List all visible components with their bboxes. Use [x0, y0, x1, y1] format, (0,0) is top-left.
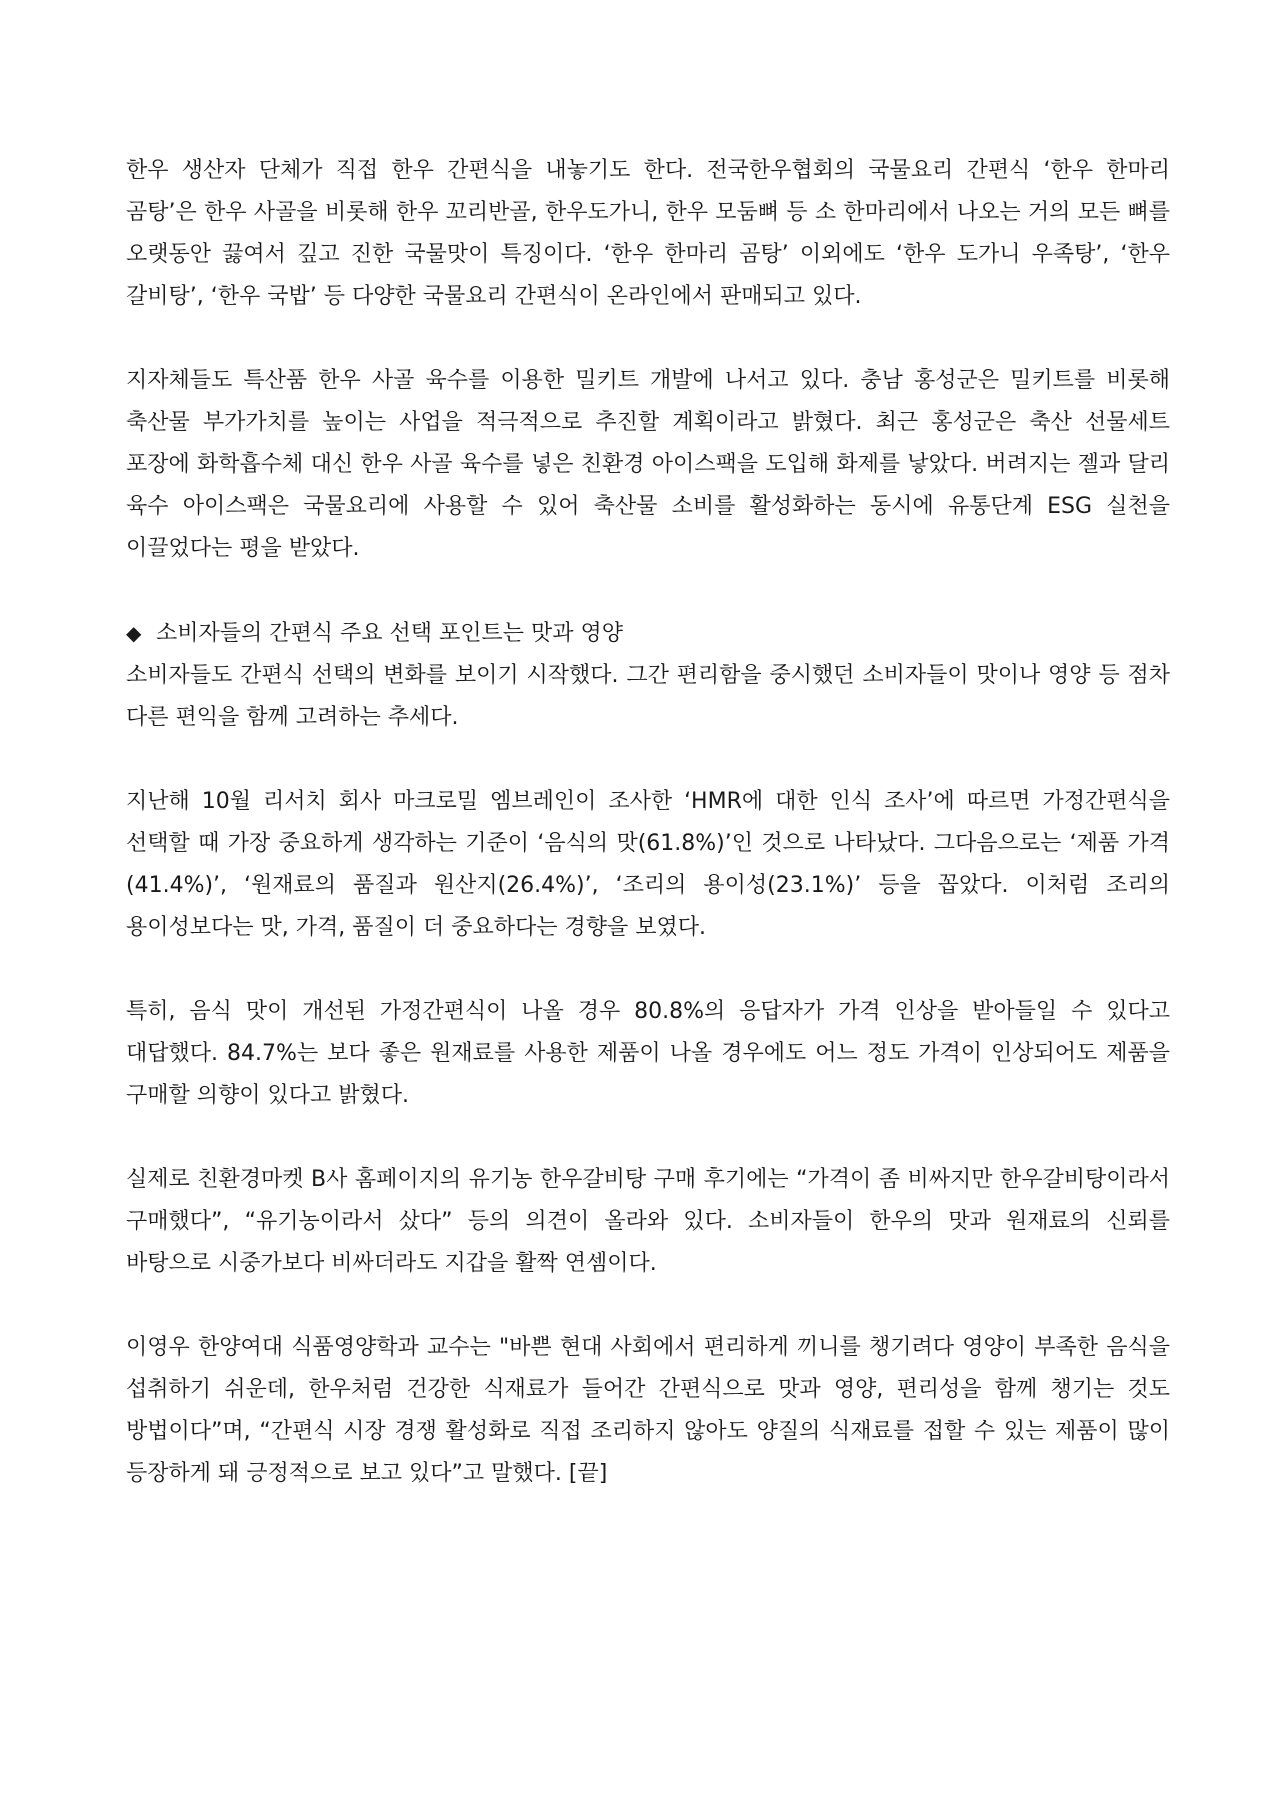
paragraph-price-acceptance: 특히, 음식 맛이 개선된 가정간편식이 나올 경우 80.8%의 응답자가 가격 인상을 받아들일 수 있다고 대답했다. 84.7%는 보다 좋은 원재료를 사용한 제품이 나올 경우에도 어느 정도 가격이 인상되어도 제품을 구매할 의향이 있다고 밝혔다. — [126, 999, 1170, 1108]
diamond-bullet-icon: ◆ — [126, 621, 142, 645]
section-heading — [126, 612, 1170, 655]
document-body — [126, 150, 1170, 1537]
paragraph-professor-quote: 이영우 한양여대 식품영양학과 교수는 "바쁜 현대 사회에서 편리하게 끼니를 챙기려다 영양이 부족한 음식을 섭취하기 쉬운데, 한우처럼 건강한 식재료가 들어간 간편식으로 맛과 영양, 편리성을 함께 챙기는 것도 방법이다”며, “간편식 시장 경쟁 활성화로 직접 조리하지 않아도 양질의 식재료를 접할 수 있는 제품이 많이 등장하게 돼 긍정적으로 보고 있다”고 말했다. [끝] — [126, 1335, 1170, 1486]
paragraph-consumer-change: 소비자들도 간편식 선택의 변화를 보이기 시작했다. 그간 편리함을 중시했던 소비자들이 맛이나 영양 등 점차 다른 편익을 함께 고려하는 추세다. — [126, 663, 1170, 730]
paragraph-hanwoo-producers: 한우 생산자 단체가 직접 한우 간편식을 내놓기도 한다. 전국한우협회의 국물요리 간편식 ‘한우 한마리 곰탕’은 한우 사골을 비롯해 한우 꼬리반골, 한우도가니, 한우 모둠뼈 등 소 한마리에서 나오는 거의 모든 뼈를 오랫동안 끓여서 깊고 진한 국물맛이 특징이다. ‘한우 한마리 곰탕’ 이외에도 ‘한우 도가니 우족탕’, ‘한우 갈비탕’, ‘한우 국밥’ 등 다양한 국물요리 간편식이 온라인에서 판매되고 있다. — [126, 158, 1170, 309]
paragraph-local-governments: 지자체들도 특산품 한우 사골 육수를 이용한 밀키트 개발에 나서고 있다. 충남 홍성군은 밀키트를 비롯해 축산물 부가가치를 높이는 사업을 적극적으로 추진할 계획이라고 밝혔다. 최근 홍성군은 축산 선물세트 포장에 화학흡수체 대신 한우 사골 육수를 넣은 친환경 아이스팩을 도입해 화제를 낳았다. 버려지는 젤과 달리 육수 아이스팩은 국물요리에 사용할 수 있어 축산물 소비를 활성화하는 동시에 유통단계 ESG 실천을 이끌었다는 평을 받았다. — [126, 368, 1170, 561]
section-heading-text: 소비자들의 간편식 주요 선택 포인트는 맛과 영양 — [156, 621, 624, 646]
paragraph-reviews: 실제로 친환경마켓 B사 홈페이지의 유기농 한우갈비탕 구매 후기에는 “가격이 좀 비싸지만 한우갈비탕이라서 구매했다”, “유기농이라서 샀다” 등의 의견이 올라와 있다. 소비자들이 한우의 맛과 원재료의 신뢰를 바탕으로 시중가보다 비싸더라도 지갑을 활짝 연셈이다. — [126, 1167, 1170, 1276]
paragraph-survey-results: 지난해 10월 리서치 회사 마크로밀 엠브레인이 조사한 ‘HMR에 대한 인식 조사’에 따르면 가정간편식을 선택할 때 가장 중요하게 생각하는 기준이 ‘음식의 맛(61.8%)’인 것으로 나타났다. 그다음으로는 ‘제품 가격(41.4%)’, ‘원재료의 품질과 원산지(26.4%)’, ‘조리의 용이성(23.1%)’ 등을 꼽았다. 이처럼 조리의 용이성보다는 맛, 가격, 품질이 더 중요하다는 경향을 보였다. — [126, 789, 1170, 940]
